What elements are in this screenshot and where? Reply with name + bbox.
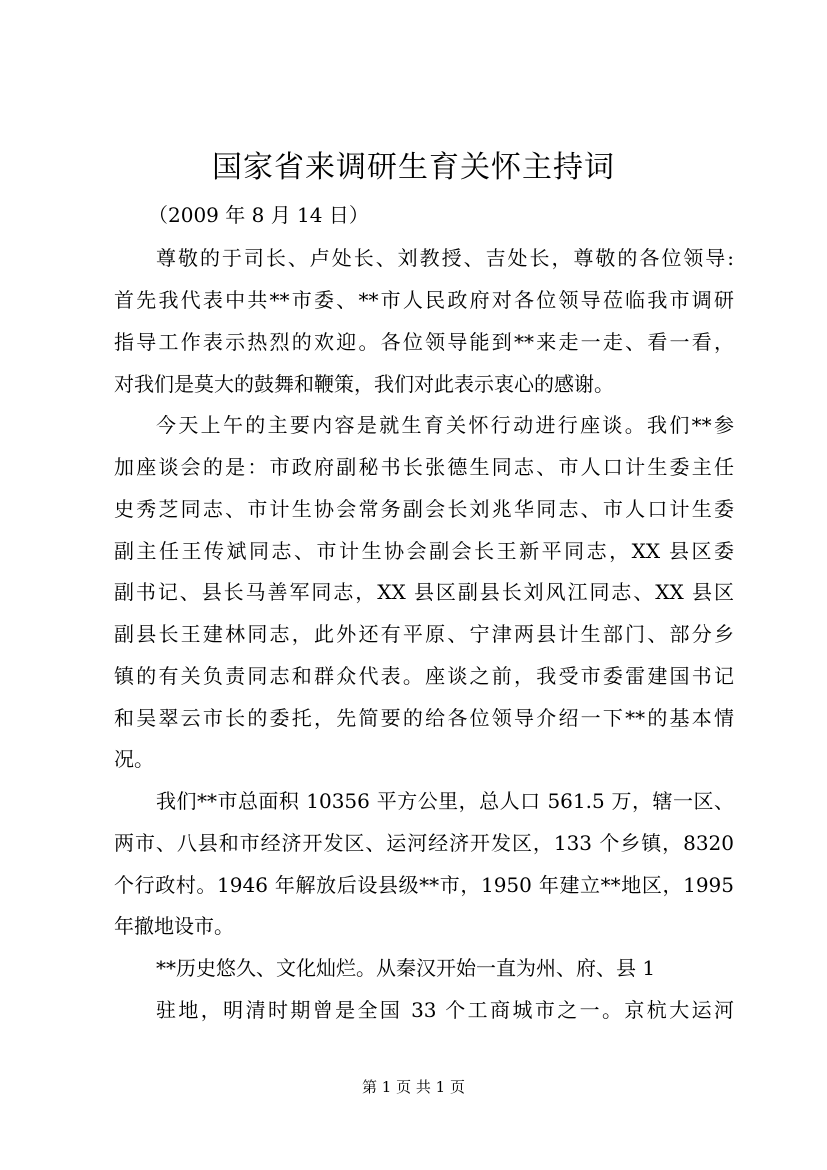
document-date: （2009 年 8 月 14 日） (148, 203, 369, 227)
text-line: 年撤地设市。 (114, 914, 234, 938)
text-line: 指导工作表示热烈的欢迎。各位领导能到**来走一走、看一看， (114, 330, 734, 354)
page-footer: 第 1 页 共 1 页 (362, 1078, 465, 1096)
text-line: 我们**市总面积 10356 平方公里，总人口 561.5 万，辖一区、 (156, 789, 734, 813)
text-line: 副书记、县长马善军同志，XX 县区副县长刘风江同志、XX 县区 (114, 580, 734, 604)
text-line: 副县长王建林同志，此外还有平原、宁津两县计生部门、部分乡 (114, 622, 734, 646)
text-line: 首先我代表中共**市委、**市人民政府对各位领导莅临我市调研 (114, 288, 734, 312)
text-line: **历史悠久、文化灿烂。从秦汉开始一直为州、府、县 1 (156, 956, 656, 980)
text-line: 和吴翠云市长的委托，先简要的给各位领导介绍一下**的基本情 (114, 706, 734, 730)
text-line: 今天上午的主要内容是就生育关怀行动进行座谈。我们**参 (156, 413, 734, 437)
document-title: 国家省来调研生育关怀主持词 (212, 150, 615, 185)
text-line: 尊敬的于司长、卢处长、刘教授、吉处长，尊敬的各位领导: (156, 246, 734, 270)
text-line: 副主任王传斌同志、市计生协会副会长王新平同志，XX 县区委 (114, 539, 734, 563)
text-line: 加座谈会的是：市政府副秘书长张德生同志、市人口计生委主任 (114, 455, 734, 479)
text-line: 两市、八县和市经济开发区、运河经济开发区，133 个乡镇，8320 (114, 831, 734, 855)
text-line: 个行政村。1946 年解放后设县级**市，1950 年建立**地区，1995 (114, 873, 734, 897)
text-line: 镇的有关负责同志和群众代表。座谈之前，我受市委雷建国书记 (114, 664, 734, 688)
text-line: 驻地，明清时期曾是全国 33 个工商城市之一。京杭大运河 (156, 998, 734, 1022)
text-line: 对我们是莫大的鼓舞和鞭策，我们对此表示衷心的感谢。 (114, 372, 614, 396)
text-line: 史秀芝同志、市计生协会常务副会长刘兆华同志、市人口计生委 (114, 497, 734, 521)
text-line: 况。 (114, 747, 154, 771)
